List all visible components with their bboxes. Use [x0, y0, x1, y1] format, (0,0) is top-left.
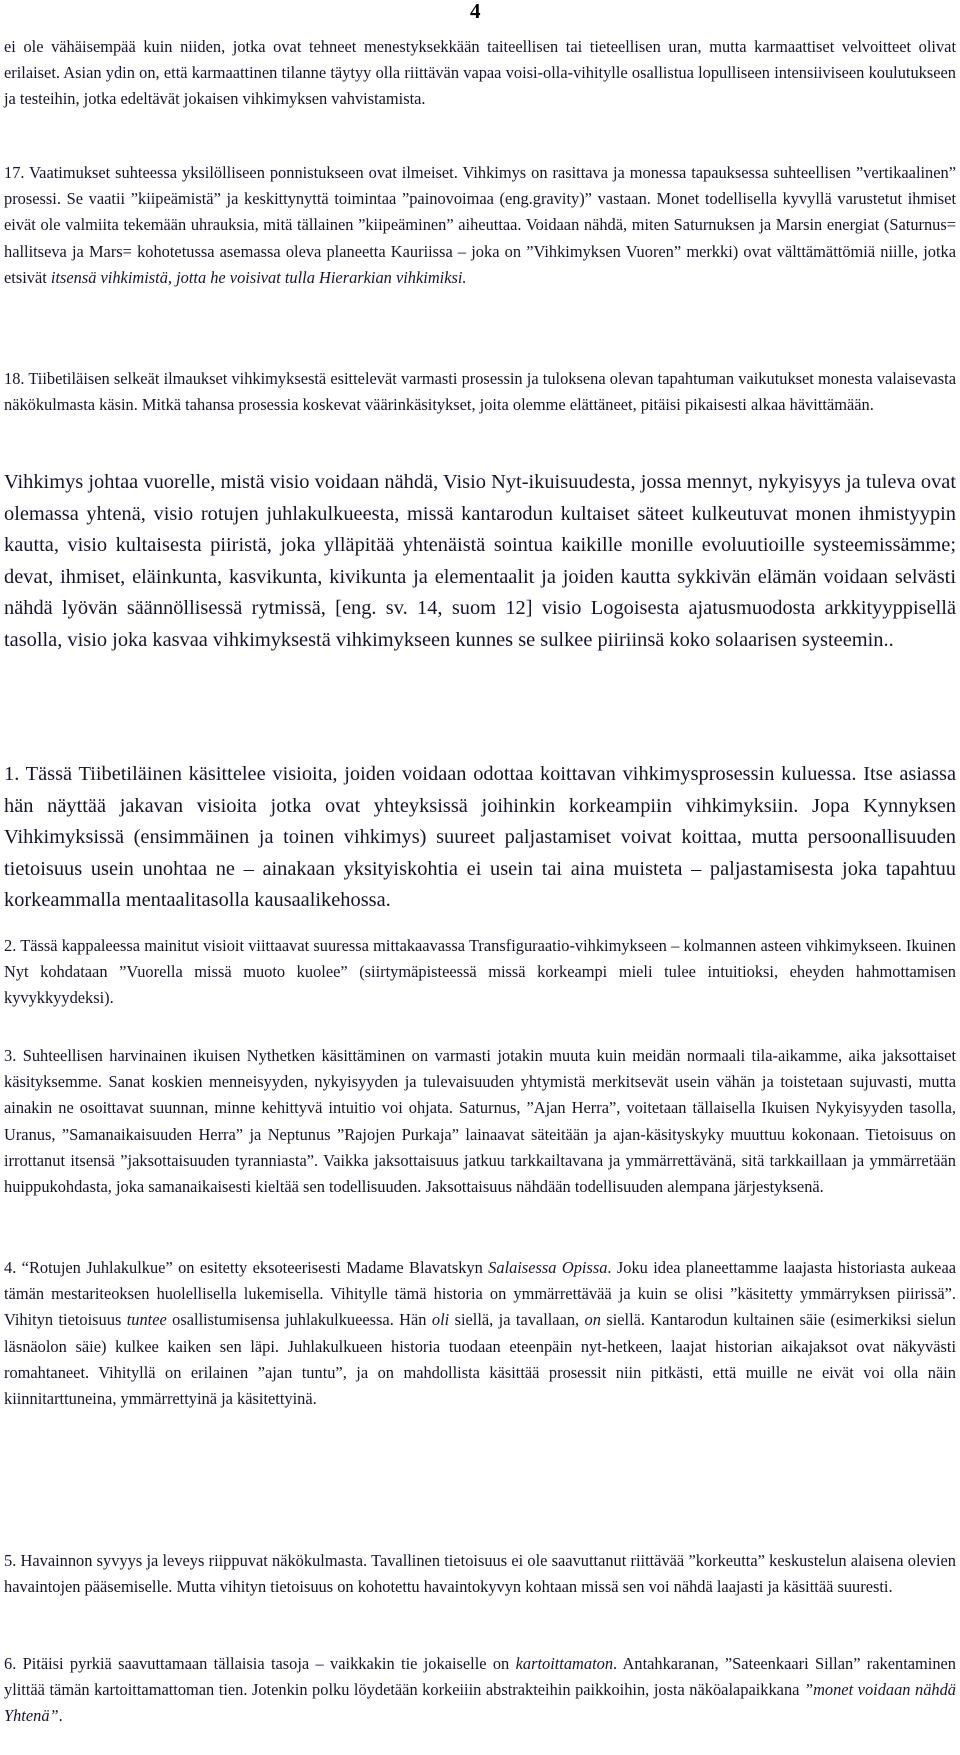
note-6-italic-kartoittamaton: kartoittamaton — [515, 1654, 614, 1673]
note-6-italic-quote: ”monet voidaan nähdä Yhtenä” — [4, 1680, 956, 1726]
note-4-text-e: siellä. Kantarodun kultainen säie (esimerkiksi sielun läsnäolon säie) kulkee kaiken sen läpi. Juhlakulkueen historia tuodaan eteenpäin nyt-hetkeen, laajat historian aikajaksot ovat näkyvästi romahtaneet. Vihityllä on erilainen ”ajan tuntu”, ja on mahdollista käsittää prosessit niin pitkästi, että muille ne eivät voi olla näin kiinnitarttuneina, ymmärrettyinä ja käsitettyinä. — [4, 1310, 956, 1409]
note-6-text-b: . Antahkaranan, ”Sateenkaari Sillan” rakentaminen ylittää tämän kartoittamattoman tien. Jotenkin polku löydetään korkeiiin abstrakteihin paikkoihin, josta näköalapaikkana — [4, 1654, 957, 1700]
note-5: 5. Havainnon syvyys ja leveys riippuvat näkökulmasta. Tavallinen tietoisuus ei ole saavuttanut riittävää ”korkeutta” keskustelun alaisena olevien havaintojen pääsemiselle. Mutta vihityn tietoisuus on kohotettu havaintokyvyn kohtaan missä sen voi nähdä laajasti ja käsittää suuresti. — [4, 1551, 956, 1597]
note-2: 2. Tässä kappaleessa mainitut visioit viittaavat suuressa mittakaavassa Transfiguraatio-vihkimykseen – kolmannen asteen vihkimykseen. Ikuinen Nyt kohdataan ”Vuorella missä muoto kuolee” (siirtymäpisteessä missä korkeampi mieli tulee intuitioksi, eheyden hahmottamisen kyvykkyydeksi). — [4, 936, 956, 1008]
note-4-italic-tuntee: tuntee — [126, 1310, 167, 1330]
note-4 — [4, 1255, 956, 1412]
note-4-text-b: . Joku idea planeettamme laajasta historiasta aukeaa tämän mestariteoksen huolellisella lukemisella. Vihitylle tämä historia on ymmärrettävää ja kuin se olisi ”käsitetty ymmärryksen piirissä”. Vihityn tietoisuus — [4, 1258, 957, 1330]
note-6-text-c: . — [58, 1706, 63, 1726]
note-4-italic-oli: oli — [431, 1310, 450, 1330]
paragraph-17-text: 17. Vaatimukset suhteessa yksilölliseen ponnistukseen ovat ilmeiset. Vihkimys on rasittava ja monessa tapauksessa suhteellisen ”vertikaalinen” prosessi. Se vaatii ”kiipeämistä” ja keskittynyttä toimintaa ”painovoimaa (eng.gravity)” vastaan. Monet todellisella kyvyllä varustetut ihmiset eivät ole valmiita tekemään uhrauksia, mitä tällainen ”kiipeäminen” aiheuttaa. Voidaan nähdä, miten Saturnuksen ja Marsin energiat (Saturnus= hallitseva ja Mars= kohotetussa asemassa oleva planeetta Kauriissa – joka on ”Vihkimyksen Vuoren” merkki) ovat välttämättömiä niille, jotka etsivät — [4, 163, 956, 287]
note-6 — [4, 1651, 956, 1730]
note-4-text-c: osallistumisensa juhlakulkueessa. Hän — [166, 1310, 432, 1330]
note-4-italic-title: Salaisessa Opissa — [488, 1258, 608, 1277]
note-4-text-d: siellä, ja tavallaan, — [449, 1310, 585, 1330]
note-4-italic-on: on — [584, 1310, 601, 1330]
paragraph-18: 18. Tiibetiläisen selkeät ilmaukset vihkimyksestä esittelevät varmasti prosessin ja tuloksena olevan tapahtuman vaikutukset monesta valaisevasta näkökulmasta käsin. Mitkä tahansa prosessia koskevat väärinkäsitykset, joita olemme elättäneet, pitäisi pikaisesti alkaa hävittämään. — [4, 369, 956, 415]
intro-paragraph: ei ole vähäisempää kuin niiden, jotka ovat tehneet menestyksekkään taiteellisen tai tieteellisen uran, mutta karmaattiset velvoitteet olivat erilaiset. Asian ydin on, että karmaattinen tilanne täytyy olla riittävän vapaa voisi-olla-vihitylle osallistua lopulliseen intensiiviseen koulutukseen ja testeihin, jotka edeltävät jokaisen vihkimyksen vahvistamista. — [4, 37, 956, 109]
paragraph-17-italic: itsensä vihkimistä, jotta he voisivat tulla Hierarkian vihkimiksi. — [50, 267, 467, 287]
paragraph-17 — [4, 160, 956, 291]
note-4-text-a: 4. “Rotujen Juhlakulkue” on esitetty eksoteerisesti Madame Blavatskyn — [4, 1258, 489, 1277]
page-number: 4 — [470, 0, 481, 23]
quote-block: Vihkimys johtaa vuorelle, mistä visio voidaan nähdä, Visio Nyt-ikuisuudesta, jossa mennyt, nykyisyys ja tuleva ovat olemassa yhtenä, visio rotujen juhlakulkueesta, missä kantarodun kultaiset säteet kulkeutuvat monen ihmistyypin kautta, visio kultaisesta piiristä, joka ylläpitää yhtenäistä sointua kaikille monille evoluutioille systeemissämme; devat, ihmiset, eläinkunta, kasvikunta, kivikunta ja elementaalit ja joiden kautta sykkivän elämän voidaan selvästi nähdä lyövän säännöllisessä rytmissä, [eng. sv. 14, suom 12] visio Logoisesta ajatusmuodosta arkkityyppisellä tasolla, visio joka kasvaa vihkimyksestä vihkimykseen kunnes se sulkee piiriinsä koko solaarisen systeemin.. — [4, 471, 956, 651]
note-6-text-a: 6. Pitäisi pyrkiä saavuttamaan tällaisia tasoja – vaikkakin tie jokaiselle on — [4, 1654, 516, 1673]
note-3: 3. Suhteellisen harvinainen ikuisen Nythetken käsittäminen on varmasti jotakin muuta kuin meidän normaali tila-aikamme, aika jaksottaiset käsityksemme. Sanat koskien menneisyyden, nykyisyyden ja tulevaisuuden yhtymistä merkitsevät usein vähän ja toistetaan sujuvasti, mutta ainakin ne osoittavat suunnan, minne kehittyvä intuitio voi ohjata. Saturnus, ”Ajan Herra”, voitetaan tällaisella Ikuisen Nykyisyyden tasolla, Uranus, ”Samanaikaisuuden Herra” ja Neptunus ”Rajojen Purkaja” lainaavat säteitään ja ajan-käsityskyky muuttuu kokonaan. Tietoisuus on irrottanut itsensä ”jaksottaisuuden tyranniasta”. Vaikka jaksottaisuus jatkuu tarkkailtavana ja ymmärrettävänä, sitä tarkkaillaan ja ymmärretään huippukohdasta, joka samanaikaisesti kieltää sen todellisuuden. Jaksottaisuus nähdään todellisuuden alempana järjestyksenä. — [4, 1046, 956, 1197]
note-1: 1. Tässä Tiibetiläinen käsittelee visioita, joiden voidaan odottaa koittavan vihkimysprosessin kuluessa. Itse asiassa hän näyttää jakavan visioita jotka ovat yhteyksissä joihinkin korkeampiin vihkimyksiin. Jopa Kynnyksen Vihkimyksissä (ensimmäinen ja toinen vihkimys) suureet paljastamiset voivat koittaa, mutta persoonallisuuden tietoisuus usein unohtaa ne – ainakaan yksityiskohtia ei usein tai aina muisteta – paljastamisesta joka tapahtuu korkeammalla mentaalitasolla kausaalikehossa. — [4, 763, 956, 912]
